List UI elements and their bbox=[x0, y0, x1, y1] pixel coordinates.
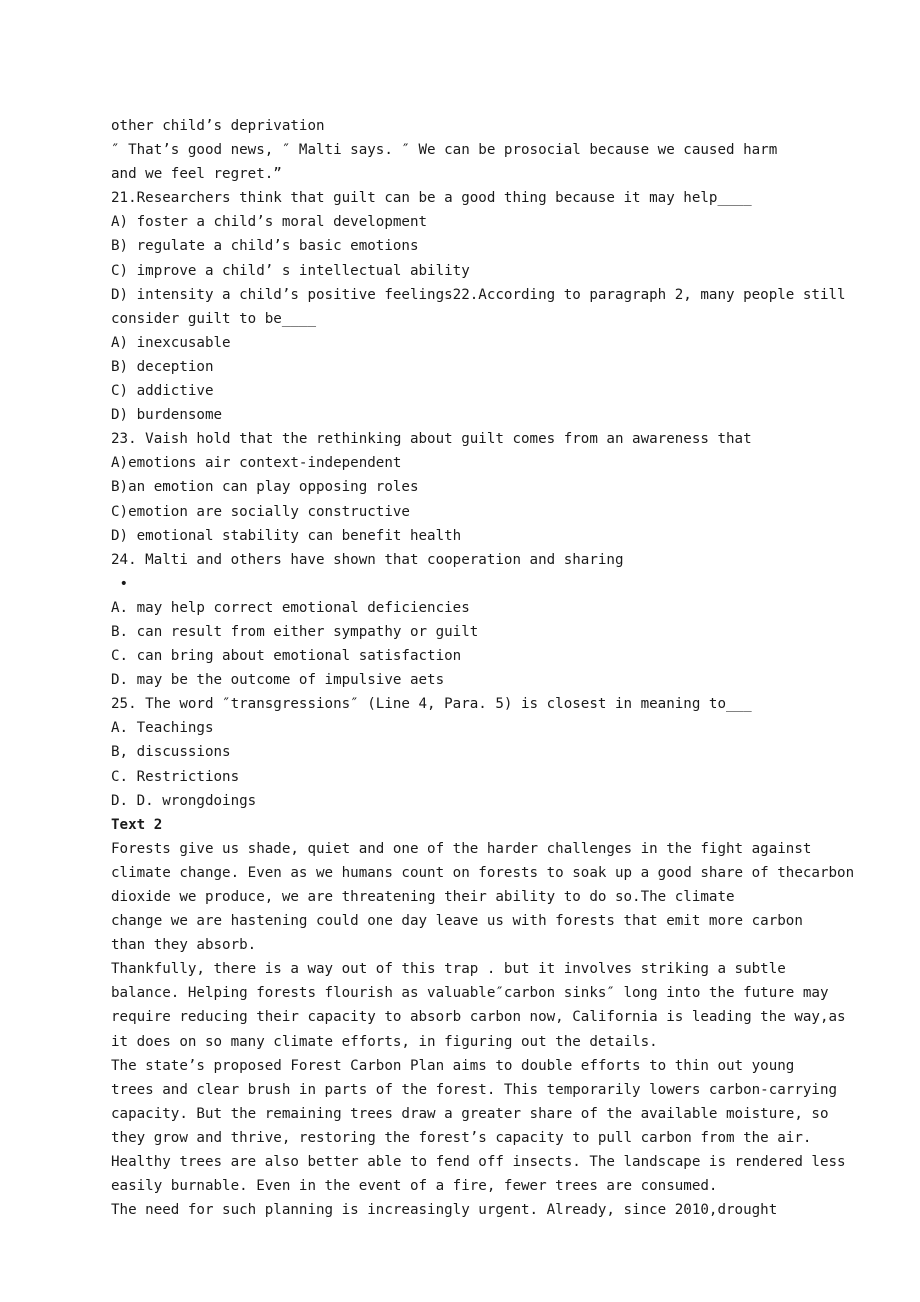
question-22: consider guilt to be____ bbox=[111, 310, 316, 327]
passage-line: than they absorb. bbox=[111, 937, 257, 954]
option-line: C. Restrictions bbox=[111, 768, 240, 785]
option-line: A) foster a child’s moral development bbox=[111, 214, 428, 231]
passage-line: balance. Helping forests flourish as valuable″carbon sinks″ long into the future may bbox=[111, 985, 829, 1002]
question-21: 21.Researchers think that guilt can be a good thing because it may help____ bbox=[111, 190, 752, 207]
bullet-line: • bbox=[111, 575, 129, 592]
passage-line: it does on so many climate efforts, in figuring out the details. bbox=[111, 1033, 658, 1050]
option-line: C) improve a child’ s intellectual ability bbox=[111, 262, 470, 279]
option-line: B) regulate a child’s basic emotions bbox=[111, 238, 419, 255]
option-line: B)an emotion can play opposing roles bbox=[111, 479, 419, 496]
question-23: 23. Vaish hold that the rethinking about guilt comes from an awareness that bbox=[111, 431, 752, 448]
option-line: B) deception bbox=[111, 358, 214, 375]
document-page bbox=[111, 114, 855, 1222]
passage-line: and we feel regret.” bbox=[111, 166, 282, 183]
passage-line: The need for such planning is increasingly urgent. Already, since 2010,drought bbox=[111, 1202, 778, 1219]
option-line: D) intensity a child’s positive feelings22.According to paragraph 2, many people still bbox=[111, 286, 846, 303]
option-line: A)emotions air context-independent bbox=[111, 455, 402, 472]
option-line: C) addictive bbox=[111, 383, 214, 400]
option-line: D) burdensome bbox=[111, 407, 223, 424]
passage-line: Healthy trees are also better able to fend off insects. The landscape is rendered less bbox=[111, 1154, 846, 1171]
passage-line: trees and clear brush in parts of the forest. This temporarily lowers carbon-carrying bbox=[111, 1081, 838, 1098]
passage-line: dioxide we produce, we are threatening their ability to do so.The climate bbox=[111, 889, 735, 905]
option-line: C)emotion are socially constructive bbox=[111, 503, 410, 520]
passage-line: ″ That’s good news, ″ Malti says. ″ We can be prosocial because we caused harm bbox=[111, 142, 778, 159]
passage-line: easily burnable. Even in the event of a fire, fewer trees are consumed. bbox=[111, 1178, 718, 1195]
passage-line: change we are hastening could one day leave us with forests that emit more carbon bbox=[111, 913, 803, 930]
option-line: D. may be the outcome of impulsive aets bbox=[111, 672, 445, 689]
option-line: B. can result from either sympathy or guilt bbox=[111, 623, 479, 640]
passage-line: they grow and thrive, restoring the forest’s capacity to pull carbon from the air. bbox=[111, 1129, 812, 1146]
question-25: 25. The word ″transgressions″ (Line 4, Para. 5) is closest in meaning to___ bbox=[111, 696, 752, 713]
option-line: A. may help correct emotional deficiencies bbox=[111, 599, 470, 616]
option-line: C. can bring about emotional satisfaction bbox=[111, 648, 462, 665]
passage-line: climate change. Even as we humans count on forests to soak up a good share of thecarbon bbox=[111, 864, 855, 881]
option-line: A) inexcusable bbox=[111, 334, 231, 351]
passage-line: other child’s deprivation bbox=[111, 118, 325, 134]
option-line: D. D. wrongdoings bbox=[111, 792, 257, 809]
option-line: D) emotional stability can benefit health bbox=[111, 527, 462, 544]
option-line: B, discussions bbox=[111, 744, 231, 761]
passage-line: capacity. But the remaining trees draw a greater share of the available moisture, so bbox=[111, 1105, 829, 1122]
passage-line: require reducing their capacity to absorb carbon now, California is leading the way,as bbox=[111, 1009, 846, 1026]
passage-line: The state’s proposed Forest Carbon Plan aims to double efforts to thin out young bbox=[111, 1057, 795, 1074]
passage-line: Thankfully, there is a way out of this trap . but it involves striking a subtle bbox=[111, 961, 786, 978]
option-line: A. Teachings bbox=[111, 720, 214, 737]
section-heading-text-2: Text 2 bbox=[111, 816, 163, 833]
question-24: 24. Malti and others have shown that cooperation and sharing bbox=[111, 551, 624, 568]
passage-line: Forests give us shade, quiet and one of the harder challenges in the fight against bbox=[111, 840, 812, 857]
